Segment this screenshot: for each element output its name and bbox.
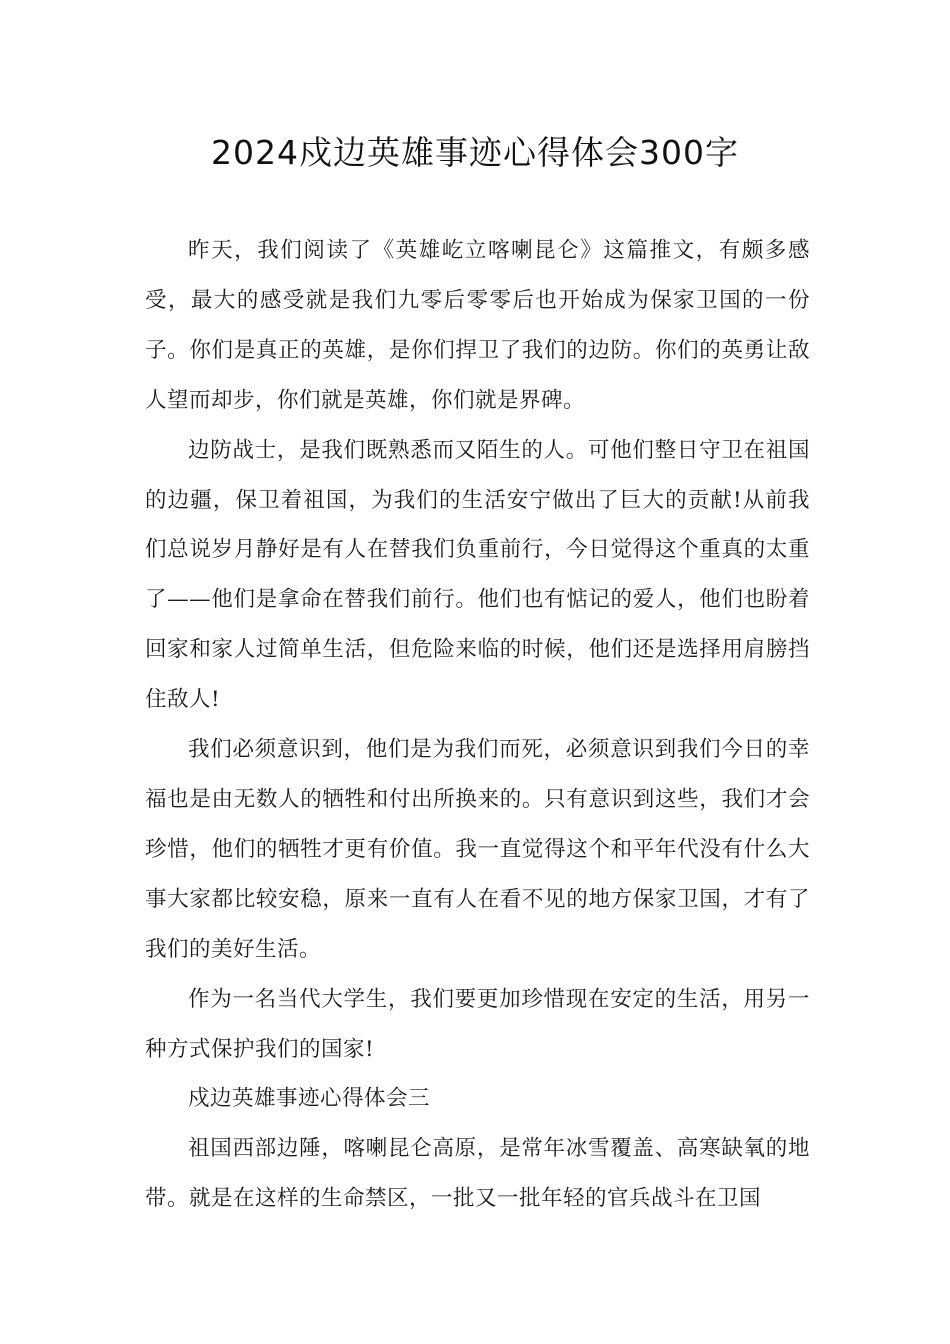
section-heading: 戍边英雄事迹心得体会三 bbox=[188, 1086, 431, 1112]
paragraph-1: 昨天，我们阅读了《英雄屹立喀喇昆仑》这篇推文，有颇多感受，最大的感受就是我们九零后零零后也开始成为保家卫国的一份子。你们是真正的英雄，是你们捍卫了我们的边防。你们的英勇让敌人望而却步，你们就是英雄，你们就是界碑。 bbox=[145, 238, 810, 413]
paragraph-4: 作为一名当代大学生，我们要更加珍惜现在安定的生活，用另一种方式保护我们的国家! bbox=[145, 986, 810, 1062]
document-title: 2024戍边英雄事迹心得体会300字 bbox=[211, 133, 739, 172]
paragraph-5: 祖国西部边陲，喀喇昆仑高原，是常年冰雪覆盖、高寒缺氧的地带。就是在这样的生命禁区，一批又一批年轻的官兵战斗在卫国 bbox=[145, 1136, 810, 1212]
document-body bbox=[145, 226, 810, 1224]
paragraph-2: 边防战士，是我们既熟悉而又陌生的人。可他们整日守卫在祖国的边疆，保卫着祖国，为我们的生活安宁做出了巨大的贡献!从前我们总说岁月静好是有人在替我们负重前行，今日觉得这个重真的太重了——他们是拿命在替我们前行。他们也有惦记的爱人，他们也盼着回家和家人过简单生活，但危险来临的时候，他们还是选择用肩膀挡住敌人! bbox=[145, 437, 810, 713]
paragraph-3: 我们必须意识到，他们是为我们而死，必须意识到我们今日的幸福也是由无数人的牺牲和付出所换来的。只有意识到这些，我们才会珍惜，他们的牺牲才更有价值。我一直觉得这个和平年代没有什么大事大家都比较安稳，原来一直有人在看不见的地方保家卫国，才有了我们的美好生活。 bbox=[145, 737, 810, 962]
